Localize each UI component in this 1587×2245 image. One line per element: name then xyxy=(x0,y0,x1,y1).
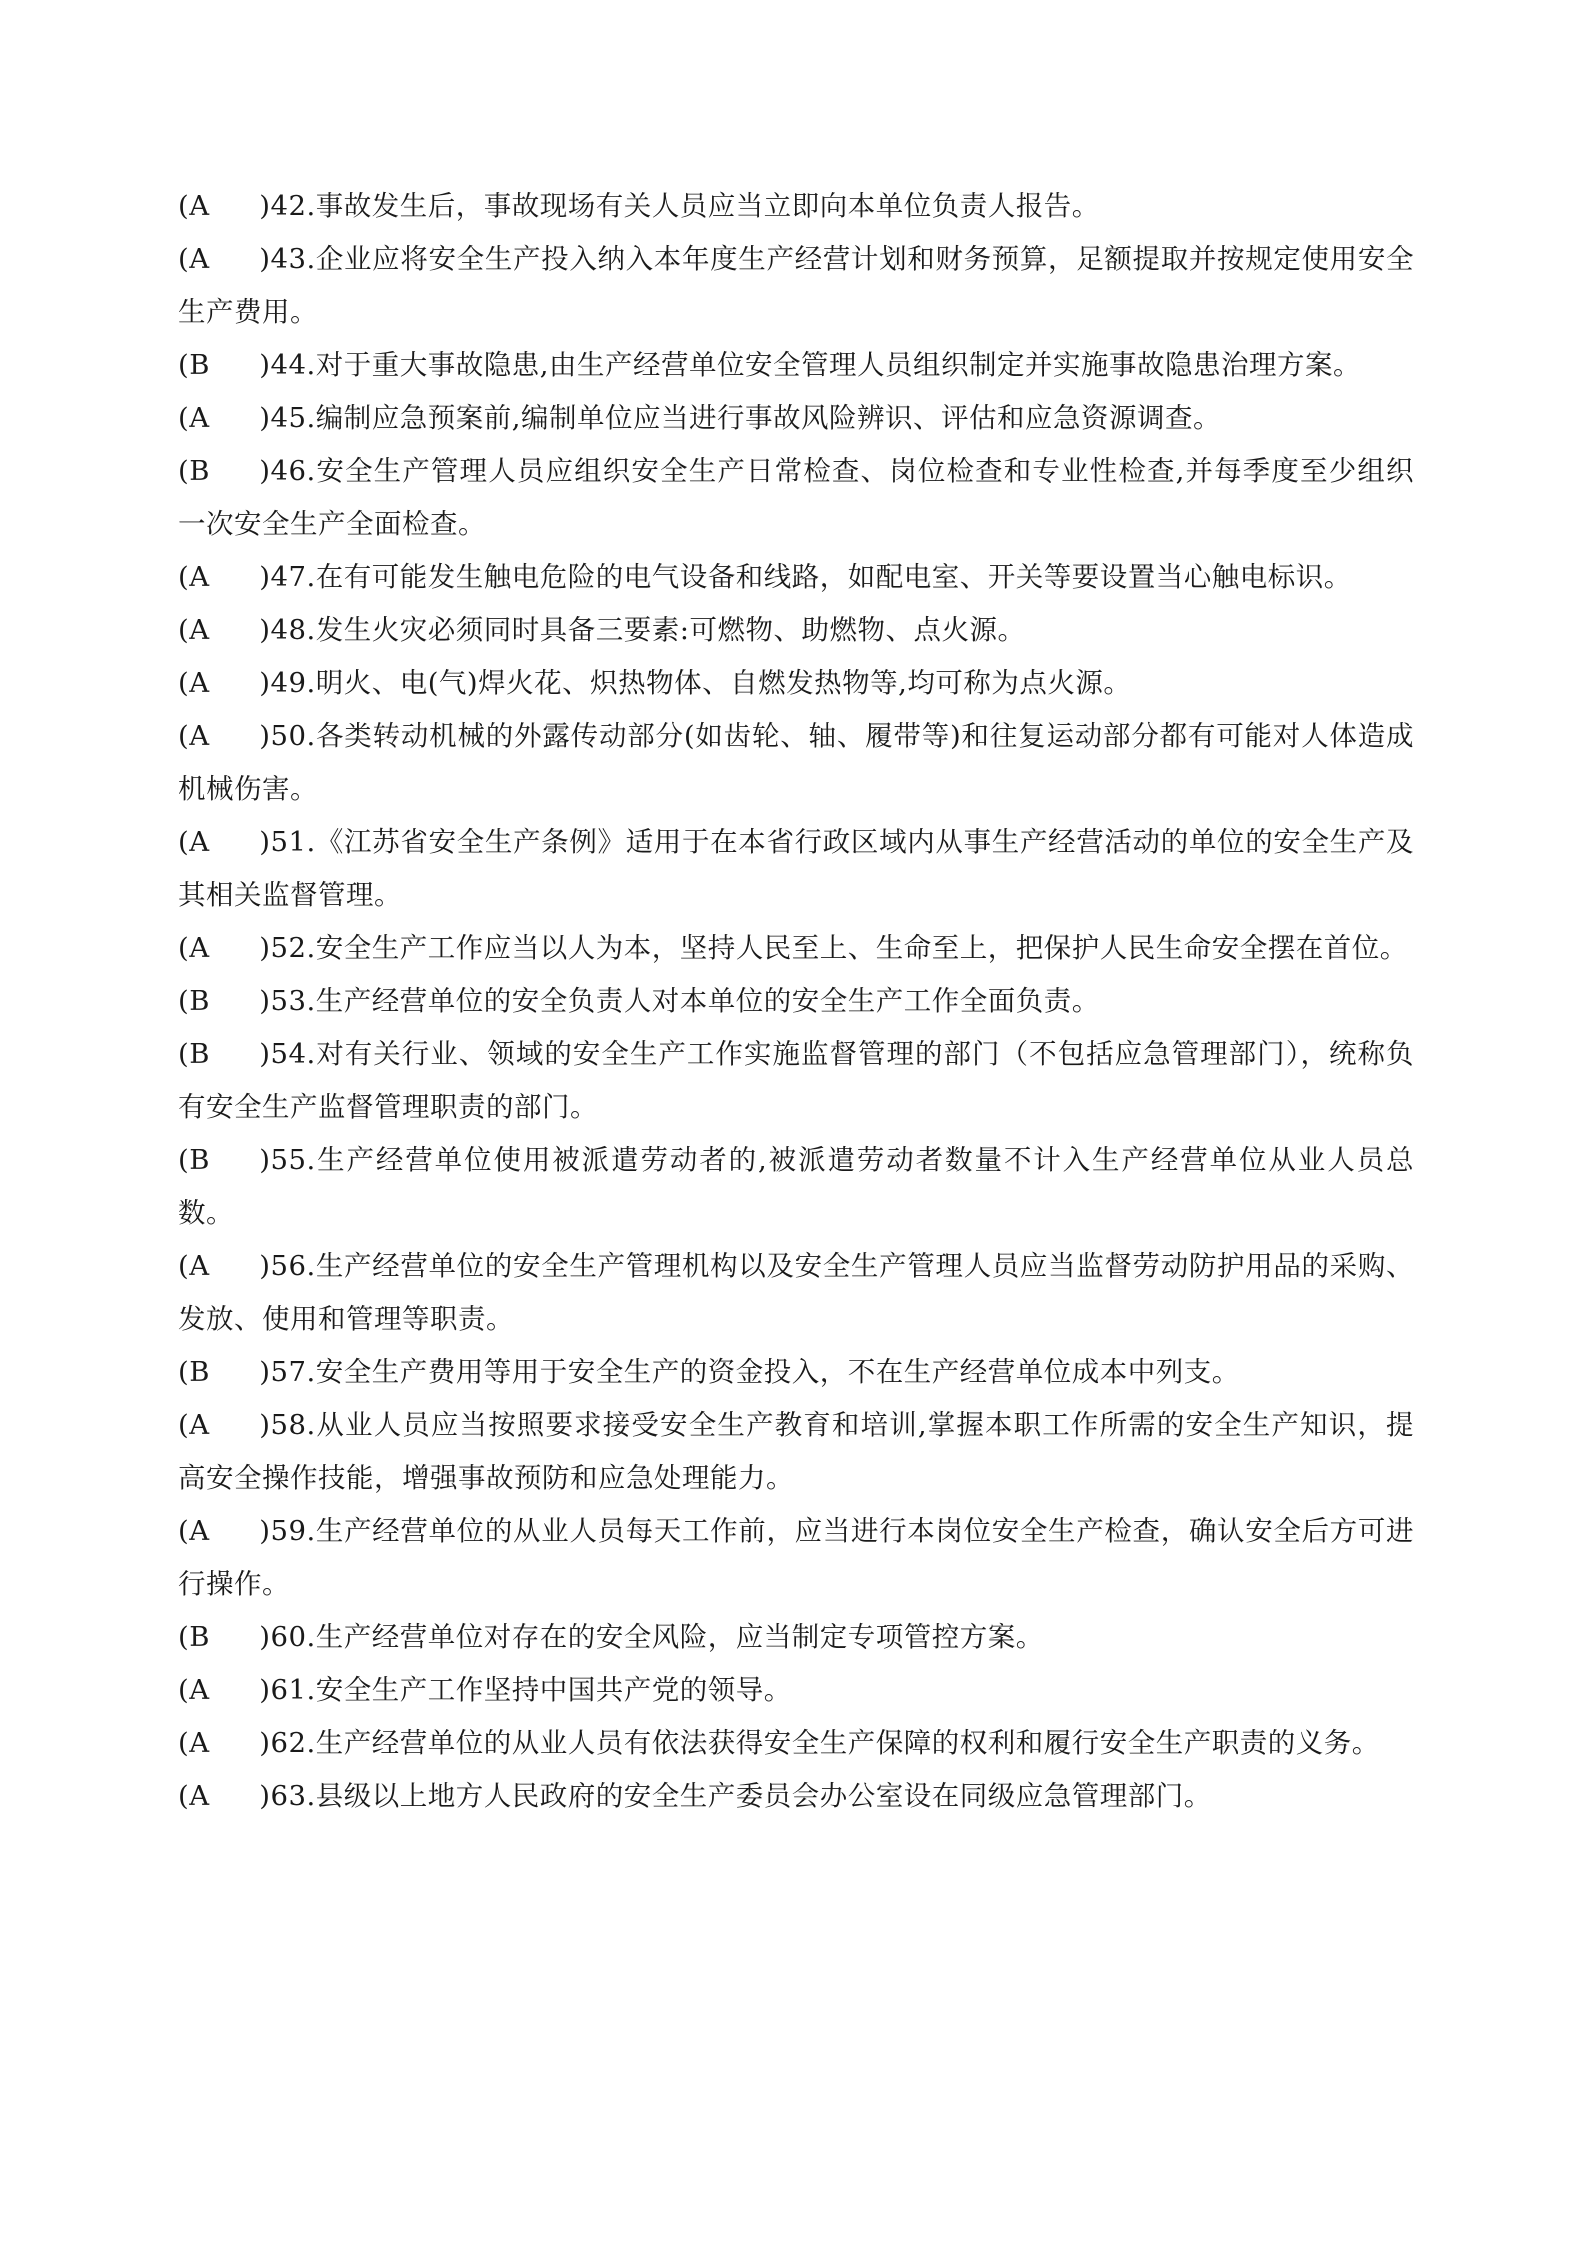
answer-letter: B xyxy=(189,985,210,1017)
question-text: 生产经营单位对存在的安全风险，应当制定专项管控方案。 xyxy=(315,1621,1044,1653)
answer-bracket-close: ) xyxy=(259,985,271,1017)
question-number: 63. xyxy=(270,1780,316,1812)
answer-letter: B xyxy=(189,1356,210,1388)
answer-bracket-open: ( xyxy=(178,932,190,964)
answer-letter: A xyxy=(189,614,210,646)
question-number: 58. xyxy=(270,1409,316,1441)
answer-bracket-open: ( xyxy=(178,614,190,646)
answer-bracket-close: ) xyxy=(259,455,271,487)
answer-bracket-close: ) xyxy=(259,243,271,275)
answer-bracket-close: ) xyxy=(259,1674,271,1706)
question-text: 明火、电(气)焊火花、炽热物体、自燃发热物等,均可称为点火源。 xyxy=(315,667,1132,699)
answer-bracket-close: ) xyxy=(259,1621,271,1653)
question-number: 62. xyxy=(270,1727,316,1759)
answer-letter: B xyxy=(189,1038,210,1070)
question-number: 51. xyxy=(270,826,316,858)
answer-letter: B xyxy=(189,455,210,487)
question-text: 对有关行业、领域的安全生产工作实施监督管理的部门（不包括应急管理部门），统称负有安全生产监督管理职责的部门。 xyxy=(178,1038,1414,1123)
answer-bracket-close: ) xyxy=(259,1515,271,1547)
answer-bracket-close: ) xyxy=(259,402,271,434)
question-text: 生产经营单位的安全负责人对本单位的安全生产工作全面负责。 xyxy=(315,985,1100,1017)
answer-bracket-open: ( xyxy=(178,720,190,752)
question-list xyxy=(178,180,1414,1823)
answer-bracket-open: ( xyxy=(178,1144,190,1176)
answer-letter: B xyxy=(189,1621,210,1653)
question-text: 企业应将安全生产投入纳入本年度生产经营计划和财务预算，足额提取并按规定使用安全生产费用。 xyxy=(178,243,1414,328)
question-text: 生产经营单位使用被派遣劳动者的,被派遣劳动者数量不计入生产经营单位从业人员总数。 xyxy=(178,1144,1414,1229)
question-text: 编制应急预案前,编制单位应当进行事故风险辨识、评估和应急资源调查。 xyxy=(315,402,1221,434)
answer-bracket-close: ) xyxy=(259,614,271,646)
question-item xyxy=(178,1611,1414,1664)
answer-letter: A xyxy=(189,243,210,275)
question-number: 45. xyxy=(270,402,316,434)
answer-bracket-close: ) xyxy=(259,1780,271,1812)
question-number: 50. xyxy=(270,720,316,752)
question-text: 在有可能发生触电危险的电气设备和线路，如配电室、开关等要设置当心触电标识。 xyxy=(315,561,1352,593)
question-number: 56. xyxy=(270,1250,316,1282)
question-item xyxy=(178,1664,1414,1717)
answer-bracket-open: ( xyxy=(178,1356,190,1388)
question-number: 42. xyxy=(270,190,316,222)
question-item xyxy=(178,1770,1414,1823)
question-number: 47. xyxy=(270,561,316,593)
answer-letter: A xyxy=(189,826,210,858)
answer-bracket-close: ) xyxy=(259,932,271,964)
answer-bracket-open: ( xyxy=(178,402,190,434)
question-text: 安全生产管理人员应组织安全生产日常检查、岗位检查和专业性检查,并每季度至少组织一次安全生产全面检查。 xyxy=(178,455,1414,540)
answer-bracket-close: ) xyxy=(259,561,271,593)
question-text: 县级以上地方人民政府的安全生产委员会办公室设在同级应急管理部门。 xyxy=(315,1780,1212,1812)
answer-letter: A xyxy=(189,932,210,964)
question-item xyxy=(178,233,1414,339)
answer-bracket-close: ) xyxy=(259,720,271,752)
answer-bracket-close: ) xyxy=(259,1727,271,1759)
question-number: 57. xyxy=(270,1356,316,1388)
question-text: 生产经营单位的从业人员有依法获得安全生产保障的权利和履行安全生产职责的义务。 xyxy=(315,1727,1380,1759)
answer-letter: A xyxy=(189,190,210,222)
answer-bracket-open: ( xyxy=(178,826,190,858)
question-item xyxy=(178,1346,1414,1399)
question-item xyxy=(178,1240,1414,1346)
question-number: 55. xyxy=(270,1144,316,1176)
question-item xyxy=(178,180,1414,233)
answer-bracket-close: ) xyxy=(259,1250,271,1282)
question-number: 48. xyxy=(270,614,316,646)
question-item xyxy=(178,710,1414,816)
question-item xyxy=(178,657,1414,710)
answer-letter: A xyxy=(189,667,210,699)
answer-bracket-close: ) xyxy=(259,1144,271,1176)
question-item xyxy=(178,392,1414,445)
answer-bracket-close: ) xyxy=(259,349,271,381)
question-number: 49. xyxy=(270,667,316,699)
answer-letter: A xyxy=(189,1727,210,1759)
question-text: 安全生产工作应当以人为本，坚持人民至上、生命至上，把保护人民生命安全摆在首位。 xyxy=(315,932,1408,964)
answer-bracket-close: ) xyxy=(259,1409,271,1441)
question-number: 46. xyxy=(270,455,316,487)
question-text: 事故发生后，事故现场有关人员应当立即向本单位负责人报告。 xyxy=(315,190,1100,222)
question-number: 54. xyxy=(270,1038,316,1070)
question-item xyxy=(178,339,1414,392)
answer-bracket-open: ( xyxy=(178,1515,190,1547)
answer-bracket-open: ( xyxy=(178,349,190,381)
answer-bracket-close: ) xyxy=(259,1038,271,1070)
answer-bracket-open: ( xyxy=(178,985,190,1017)
answer-bracket-close: ) xyxy=(259,667,271,699)
answer-bracket-close: ) xyxy=(259,826,271,858)
answer-bracket-open: ( xyxy=(178,243,190,275)
answer-letter: A xyxy=(189,1250,210,1282)
answer-letter: A xyxy=(189,1409,210,1441)
question-number: 61. xyxy=(270,1674,316,1706)
question-text: 生产经营单位的安全生产管理机构以及安全生产管理人员应当监督劳动防护用品的采购、发放、使用和管理等职责。 xyxy=(178,1250,1414,1335)
answer-letter: A xyxy=(189,561,210,593)
question-text: 各类转动机械的外露传动部分(如齿轮、轴、履带等)和往复运动部分都有可能对人体造成机械伤害。 xyxy=(178,720,1414,805)
question-text: 发生火灾必须同时具备三要素:可燃物、助燃物、点火源。 xyxy=(315,614,1026,646)
answer-bracket-close: ) xyxy=(259,1356,271,1388)
question-text: 生产经营单位的从业人员每天工作前，应当进行本岗位安全生产检查，确认安全后方可进行操作。 xyxy=(178,1515,1414,1600)
question-number: 44. xyxy=(270,349,316,381)
question-text: 安全生产工作坚持中国共产党的领导。 xyxy=(315,1674,792,1706)
answer-bracket-open: ( xyxy=(178,1250,190,1282)
question-item xyxy=(178,551,1414,604)
answer-letter: A xyxy=(189,402,210,434)
question-item xyxy=(178,1505,1414,1611)
question-item xyxy=(178,1134,1414,1240)
question-number: 60. xyxy=(270,1621,316,1653)
answer-letter: B xyxy=(189,1144,210,1176)
answer-bracket-open: ( xyxy=(178,190,190,222)
question-item xyxy=(178,1028,1414,1134)
question-item xyxy=(178,1717,1414,1770)
question-number: 59. xyxy=(270,1515,316,1547)
question-text: 对于重大事故隐患,由生产经营单位安全管理人员组织制定并实施事故隐患治理方案。 xyxy=(315,349,1361,381)
question-item xyxy=(178,816,1414,922)
answer-bracket-open: ( xyxy=(178,455,190,487)
answer-letter: A xyxy=(189,720,210,752)
question-item xyxy=(178,975,1414,1028)
answer-bracket-open: ( xyxy=(178,1780,190,1812)
answer-letter: B xyxy=(189,349,210,381)
question-number: 53. xyxy=(270,985,316,1017)
question-item xyxy=(178,1399,1414,1505)
question-item xyxy=(178,604,1414,657)
answer-letter: A xyxy=(189,1780,210,1812)
question-text: 《江苏省安全生产条例》适用于在本省行政区域内从事生产经营活动的单位的安全生产及其相关监督管理。 xyxy=(178,826,1414,911)
answer-bracket-open: ( xyxy=(178,1621,190,1653)
answer-bracket-open: ( xyxy=(178,1038,190,1070)
question-item xyxy=(178,922,1414,975)
answer-bracket-open: ( xyxy=(178,1727,190,1759)
answer-bracket-open: ( xyxy=(178,561,190,593)
question-text: 从业人员应当按照要求接受安全生产教育和培训,掌握本职工作所需的安全生产知识，提高安全操作技能，增强事故预防和应急处理能力。 xyxy=(178,1409,1414,1494)
answer-bracket-open: ( xyxy=(178,1409,190,1441)
answer-bracket-close: ) xyxy=(259,190,271,222)
question-item xyxy=(178,445,1414,551)
answer-bracket-open: ( xyxy=(178,667,190,699)
question-text: 安全生产费用等用于安全生产的资金投入，不在生产经营单位成本中列支。 xyxy=(315,1356,1240,1388)
answer-letter: A xyxy=(189,1674,210,1706)
question-number: 43. xyxy=(270,243,316,275)
answer-letter: A xyxy=(189,1515,210,1547)
answer-bracket-open: ( xyxy=(178,1674,190,1706)
question-number: 52. xyxy=(270,932,316,964)
